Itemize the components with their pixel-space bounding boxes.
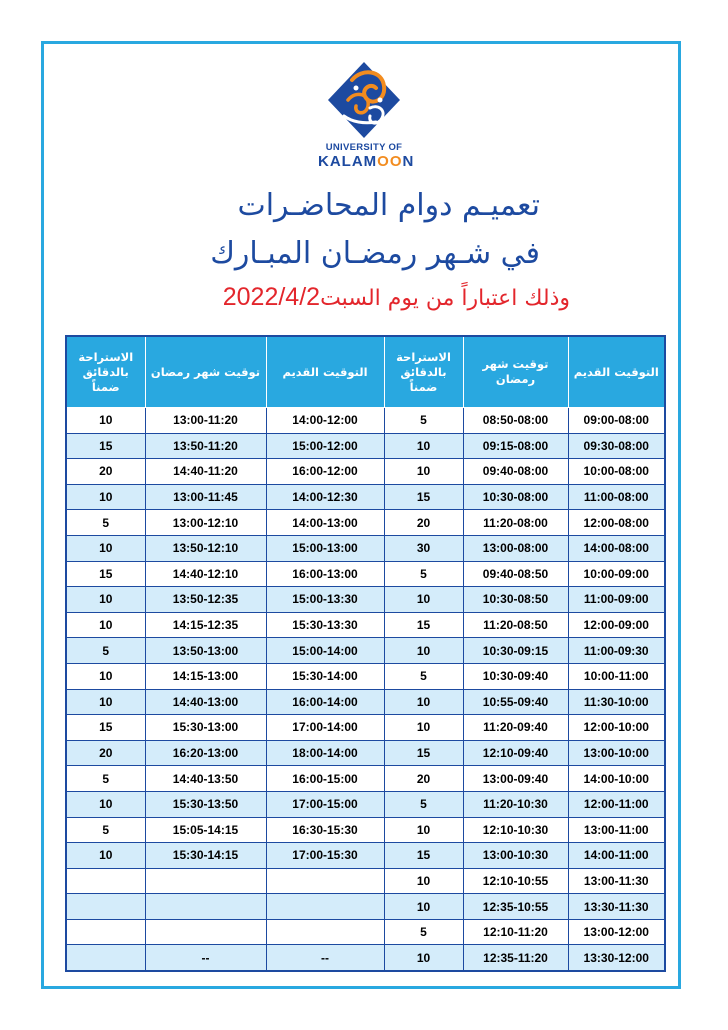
cell-break-1: 15 (384, 843, 463, 869)
cell-old-time-2: 16:00-13:00 (266, 561, 384, 587)
cell-ramadan-time-1: 10:30-09:15 (463, 638, 568, 664)
cell-break-1: 10 (384, 433, 463, 459)
cell-old-time-1: 14:00-11:00 (568, 843, 665, 869)
cell-ramadan-time-2: 15:30-13:50 (145, 791, 266, 817)
cell-old-time-1: 13:00-11:30 (568, 868, 665, 894)
cell-ramadan-time-1: 12:10-10:30 (463, 817, 568, 843)
cell-ramadan-time-1: 12:10-09:40 (463, 740, 568, 766)
cell-ramadan-time-1: 09:40-08:50 (463, 561, 568, 587)
cell-ramadan-time-2 (145, 919, 266, 945)
cell-old-time-1: 13:30-12:00 (568, 945, 665, 971)
cell-old-time-2: 14:00-12:00 (266, 408, 384, 434)
schedule-table (65, 335, 666, 972)
cell-ramadan-time-1: 12:35-11:20 (463, 945, 568, 971)
cell-ramadan-time-2: 16:20-13:00 (145, 740, 266, 766)
cell-break-2: 10 (66, 689, 145, 715)
cell-break-1: 10 (384, 689, 463, 715)
cell-ramadan-time-2: 13:00-12:10 (145, 510, 266, 536)
table-row (66, 433, 665, 459)
cell-break-1: 10 (384, 459, 463, 485)
table-row (66, 945, 665, 971)
cell-old-time-1: 10:00-11:00 (568, 663, 665, 689)
table-row (66, 587, 665, 613)
university-logo (318, 60, 415, 170)
cell-old-time-1: 09:00-08:00 (568, 408, 665, 434)
table-row (66, 408, 665, 434)
cell-ramadan-time-2: 14:40-12:10 (145, 561, 266, 587)
cell-break-2: 10 (66, 587, 145, 613)
table-row (66, 510, 665, 536)
cell-old-time-2: 16:00-15:00 (266, 766, 384, 792)
cell-ramadan-time-2: 15:30-13:00 (145, 715, 266, 741)
table-row (66, 535, 665, 561)
title-effective-date: 2022/4/2 (222, 283, 321, 311)
cell-old-time-2: 15:30-13:30 (266, 612, 384, 638)
cell-break-2 (66, 945, 145, 971)
cell-old-time-2: 16:00-14:00 (266, 689, 384, 715)
header-ramadan-time-2: توقيت شهر رمضان (145, 336, 266, 408)
cell-ramadan-time-2: 14:15-13:00 (145, 663, 266, 689)
cell-break-1: 10 (384, 715, 463, 741)
cell-ramadan-time-1: 13:00-09:40 (463, 766, 568, 792)
cell-old-time-2: 14:00-12:30 (266, 484, 384, 510)
cell-ramadan-time-2: 13:50-12:35 (145, 587, 266, 613)
cell-ramadan-time-2: 14:40-13:00 (145, 689, 266, 715)
table-row (66, 638, 665, 664)
cell-break-1: 10 (384, 587, 463, 613)
cell-ramadan-time-1: 13:00-08:00 (463, 535, 568, 561)
cell-break-2: 20 (66, 740, 145, 766)
cell-ramadan-time-2 (145, 868, 266, 894)
cell-old-time-1: 09:30-08:00 (568, 433, 665, 459)
cell-old-time-1: 11:00-09:00 (568, 587, 665, 613)
cell-ramadan-time-1: 12:10-10:55 (463, 868, 568, 894)
cell-old-time-2: -- (266, 945, 384, 971)
cell-break-2 (66, 868, 145, 894)
table-row (66, 740, 665, 766)
header-old-time-1: التوقيت القديم (568, 336, 665, 408)
cell-old-time-1: 13:30-11:30 (568, 894, 665, 920)
cell-ramadan-time-2: 13:50-11:20 (145, 433, 266, 459)
cell-break-2: 15 (66, 715, 145, 741)
table-row (66, 766, 665, 792)
table-row (66, 663, 665, 689)
cell-break-2: 5 (66, 510, 145, 536)
cell-break-1: 15 (384, 740, 463, 766)
logo-university-of: UNIVERSITY OF (325, 142, 403, 153)
cell-break-1: 5 (384, 919, 463, 945)
cell-break-1: 20 (384, 510, 463, 536)
cell-break-1: 5 (384, 791, 463, 817)
cell-old-time-2: 15:00-13:00 (266, 535, 384, 561)
cell-old-time-1: 14:00-08:00 (568, 535, 665, 561)
cell-old-time-2: 17:00-14:00 (266, 715, 384, 741)
header-old-time-2: التوقيت القديم (266, 336, 384, 408)
cell-break-1: 10 (384, 945, 463, 971)
cell-break-2: 10 (66, 843, 145, 869)
cell-old-time-1: 10:00-09:00 (568, 561, 665, 587)
logo-kalamoon-part3: N (402, 153, 415, 170)
cell-old-time-2: 15:00-14:00 (266, 638, 384, 664)
cell-ramadan-time-2: 14:15-12:35 (145, 612, 266, 638)
cell-break-1: 10 (384, 894, 463, 920)
cell-ramadan-time-1: 13:00-10:30 (463, 843, 568, 869)
cell-ramadan-time-2: 15:05-14:15 (145, 817, 266, 843)
cell-old-time-1: 12:00-10:00 (568, 715, 665, 741)
cell-old-time-2: 18:00-14:00 (266, 740, 384, 766)
cell-break-2: 10 (66, 408, 145, 434)
cell-ramadan-time-2: 13:50-12:10 (145, 535, 266, 561)
cell-break-1: 5 (384, 408, 463, 434)
cell-ramadan-time-2: 13:50-13:00 (145, 638, 266, 664)
cell-old-time-2: 17:00-15:00 (266, 791, 384, 817)
cell-break-2 (66, 894, 145, 920)
table-row (66, 894, 665, 920)
cell-break-2: 5 (66, 817, 145, 843)
cell-ramadan-time-1: 10:55-09:40 (463, 689, 568, 715)
logo-kalamoon-part2: OO (377, 153, 403, 170)
title-effective-text: وذلك اعتباراً من يوم السبت (320, 286, 570, 311)
cell-ramadan-time-2: 14:40-11:20 (145, 459, 266, 485)
cell-break-2: 10 (66, 663, 145, 689)
title-line-2: في شـهر رمضـان المبـارك (210, 236, 540, 271)
cell-ramadan-time-1: 10:30-08:00 (463, 484, 568, 510)
cell-old-time-2 (266, 868, 384, 894)
table-row (66, 612, 665, 638)
cell-break-1: 30 (384, 535, 463, 561)
logo-kalamoon-part1: KALAM (318, 153, 378, 170)
header-ramadan-time-1: توقيت شهر رمضان (463, 336, 568, 408)
cell-ramadan-time-2: 15:30-14:15 (145, 843, 266, 869)
header-break-2: الاستراحة بالدقائق ضمناً (66, 336, 145, 408)
cell-break-1: 5 (384, 561, 463, 587)
table-row (66, 791, 665, 817)
cell-break-1: 15 (384, 484, 463, 510)
cell-old-time-1: 12:00-09:00 (568, 612, 665, 638)
table-row (66, 459, 665, 485)
table-row (66, 868, 665, 894)
cell-break-2: 10 (66, 791, 145, 817)
cell-old-time-1: 14:00-10:00 (568, 766, 665, 792)
cell-old-time-2: 16:00-12:00 (266, 459, 384, 485)
cell-ramadan-time-1: 08:50-08:00 (463, 408, 568, 434)
cell-old-time-1: 11:30-10:00 (568, 689, 665, 715)
cell-break-2: 5 (66, 638, 145, 664)
cell-ramadan-time-1: 10:30-09:40 (463, 663, 568, 689)
cell-break-1: 10 (384, 638, 463, 664)
table-row (66, 689, 665, 715)
cell-old-time-1: 13:00-10:00 (568, 740, 665, 766)
cell-old-time-1: 11:00-09:30 (568, 638, 665, 664)
cell-old-time-2: 17:00-15:30 (266, 843, 384, 869)
cell-old-time-1: 12:00-11:00 (568, 791, 665, 817)
cell-break-2: 5 (66, 766, 145, 792)
cell-ramadan-time-1: 10:30-08:50 (463, 587, 568, 613)
cell-ramadan-time-1: 11:20-08:00 (463, 510, 568, 536)
cell-ramadan-time-2: -- (145, 945, 266, 971)
cell-break-2: 20 (66, 459, 145, 485)
cell-old-time-1: 10:00-08:00 (568, 459, 665, 485)
cell-old-time-2 (266, 894, 384, 920)
cell-break-1: 15 (384, 612, 463, 638)
table-row (66, 561, 665, 587)
cell-ramadan-time-1: 09:15-08:00 (463, 433, 568, 459)
cell-ramadan-time-1: 12:35-10:55 (463, 894, 568, 920)
cell-old-time-1: 13:00-11:00 (568, 817, 665, 843)
cell-break-1: 10 (384, 868, 463, 894)
cell-old-time-2: 15:30-14:00 (266, 663, 384, 689)
cell-ramadan-time-1: 11:20-10:30 (463, 791, 568, 817)
table-row (66, 484, 665, 510)
cell-break-2: 15 (66, 433, 145, 459)
cell-old-time-1: 11:00-08:00 (568, 484, 665, 510)
cell-ramadan-time-2 (145, 894, 266, 920)
cell-ramadan-time-1: 11:20-09:40 (463, 715, 568, 741)
cell-ramadan-time-1: 11:20-08:50 (463, 612, 568, 638)
cell-ramadan-time-2: 14:40-13:50 (145, 766, 266, 792)
cell-break-1: 20 (384, 766, 463, 792)
cell-ramadan-time-1: 09:40-08:00 (463, 459, 568, 485)
table-row (66, 817, 665, 843)
header-break-1: الاستراحة بالدقائق ضمناً (384, 336, 463, 408)
cell-old-time-2 (266, 919, 384, 945)
cell-old-time-2: 15:00-13:30 (266, 587, 384, 613)
logo-kalamoon (318, 153, 415, 170)
cell-break-2 (66, 919, 145, 945)
cell-old-time-1: 12:00-08:00 (568, 510, 665, 536)
cell-old-time-2: 16:30-15:30 (266, 817, 384, 843)
cell-ramadan-time-2: 13:00-11:45 (145, 484, 266, 510)
logo-emblem-icon (326, 60, 402, 140)
table-header-row (66, 336, 665, 408)
cell-old-time-1: 13:00-12:00 (568, 919, 665, 945)
cell-break-2: 10 (66, 612, 145, 638)
table-row (66, 919, 665, 945)
cell-break-2: 15 (66, 561, 145, 587)
title-line-3 (150, 283, 570, 312)
cell-break-2: 10 (66, 535, 145, 561)
cell-break-1: 10 (384, 817, 463, 843)
cell-old-time-2: 15:00-12:00 (266, 433, 384, 459)
cell-break-2: 10 (66, 484, 145, 510)
cell-ramadan-time-1: 12:10-11:20 (463, 919, 568, 945)
title-line-1: تعميـم دوام المحاضـرات (237, 188, 540, 223)
table-row (66, 843, 665, 869)
cell-ramadan-time-2: 13:00-11:20 (145, 408, 266, 434)
table-row (66, 715, 665, 741)
cell-break-1: 5 (384, 663, 463, 689)
cell-old-time-2: 14:00-13:00 (266, 510, 384, 536)
